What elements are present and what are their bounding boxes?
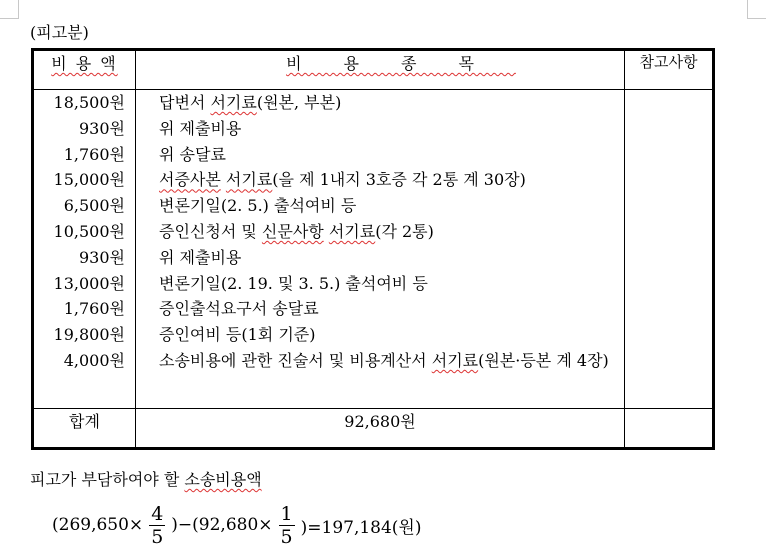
total-label: 합계: [33, 409, 136, 449]
list-item: 변론기일(2. 5.) 출석여비 등: [159, 196, 357, 216]
fraction-1-5: [279, 503, 295, 548]
list-item: 위 제출비용: [159, 118, 242, 138]
fraction-1-denominator: 5: [151, 525, 164, 548]
formula-part-1: (269,650×: [52, 515, 144, 535]
list-item: 위 제출비용: [159, 247, 242, 267]
header-note: [625, 50, 714, 90]
amount-list: [34, 90, 135, 374]
amount-item: 1,760원: [63, 144, 125, 164]
header-note-label: 참고사항: [639, 53, 698, 71]
cost-table: [31, 48, 715, 450]
amount-item: 15,000원: [53, 170, 125, 190]
header-items-label: 비용종목: [286, 54, 516, 73]
burden-text: 피고가 부담하여야 할 소송비용액: [30, 470, 262, 489]
formula-part-3: )=197,184(원): [300, 517, 422, 538]
table-body-row: [33, 90, 714, 409]
list-item: 변론기일(2. 19. 및 3. 5.) 출석여비 등: [159, 273, 428, 293]
amount-item: 10,500원: [53, 221, 125, 241]
total-value: 92,680원: [136, 409, 625, 449]
fraction-2-numerator: 1: [280, 502, 293, 525]
fraction-4-5: [149, 503, 165, 548]
list-item: 증인여비 등(1회 기준): [159, 325, 316, 345]
amount-item: 1,760원: [63, 299, 125, 319]
table-total-row: [33, 409, 714, 449]
table-header-row: [33, 50, 714, 90]
amount-cell: [33, 90, 136, 409]
formula: [52, 500, 422, 550]
page-corner-mark-left: [0, 0, 19, 19]
amount-item: 18,500원: [53, 93, 125, 112]
page-corner-mark-right: [747, 0, 766, 19]
page-label: (피고분): [30, 23, 89, 42]
amount-item: 930원: [79, 247, 125, 267]
amount-item: 19,800원: [53, 325, 125, 345]
header-amount: [33, 50, 136, 90]
list-item: 서증사본 서기료(을 제 1내지 3호증 각 2통 계 30장): [159, 170, 526, 190]
list-item: 증인신청서 및 신문사항 서기료(각 2통): [159, 221, 434, 241]
amount-item: 4,000원: [63, 350, 125, 370]
item-list: [136, 90, 624, 374]
amount-item: 13,000원: [53, 273, 125, 293]
list-item: 소송비용에 관한 진술서 및 비용계산서 서기료(원본·등본 계 4장): [159, 350, 609, 370]
list-item: 증인출석요구서 송달료: [159, 299, 319, 319]
total-note-cell: [625, 409, 714, 449]
list-item: 답변서 서기료(원본, 부본): [159, 93, 342, 112]
fraction-1-numerator: 4: [151, 502, 164, 525]
note-cell: [625, 90, 714, 409]
header-items: [136, 50, 625, 90]
items-cell: [136, 90, 625, 409]
amount-item: 6,500원: [63, 196, 125, 216]
formula-part-2: )−(92,680×: [171, 515, 273, 535]
fraction-2-denominator: 5: [280, 525, 293, 548]
list-item: 위 송달료: [159, 144, 226, 164]
header-amount-label: 비 용 액: [51, 54, 118, 73]
amount-item: 930원: [79, 118, 125, 138]
